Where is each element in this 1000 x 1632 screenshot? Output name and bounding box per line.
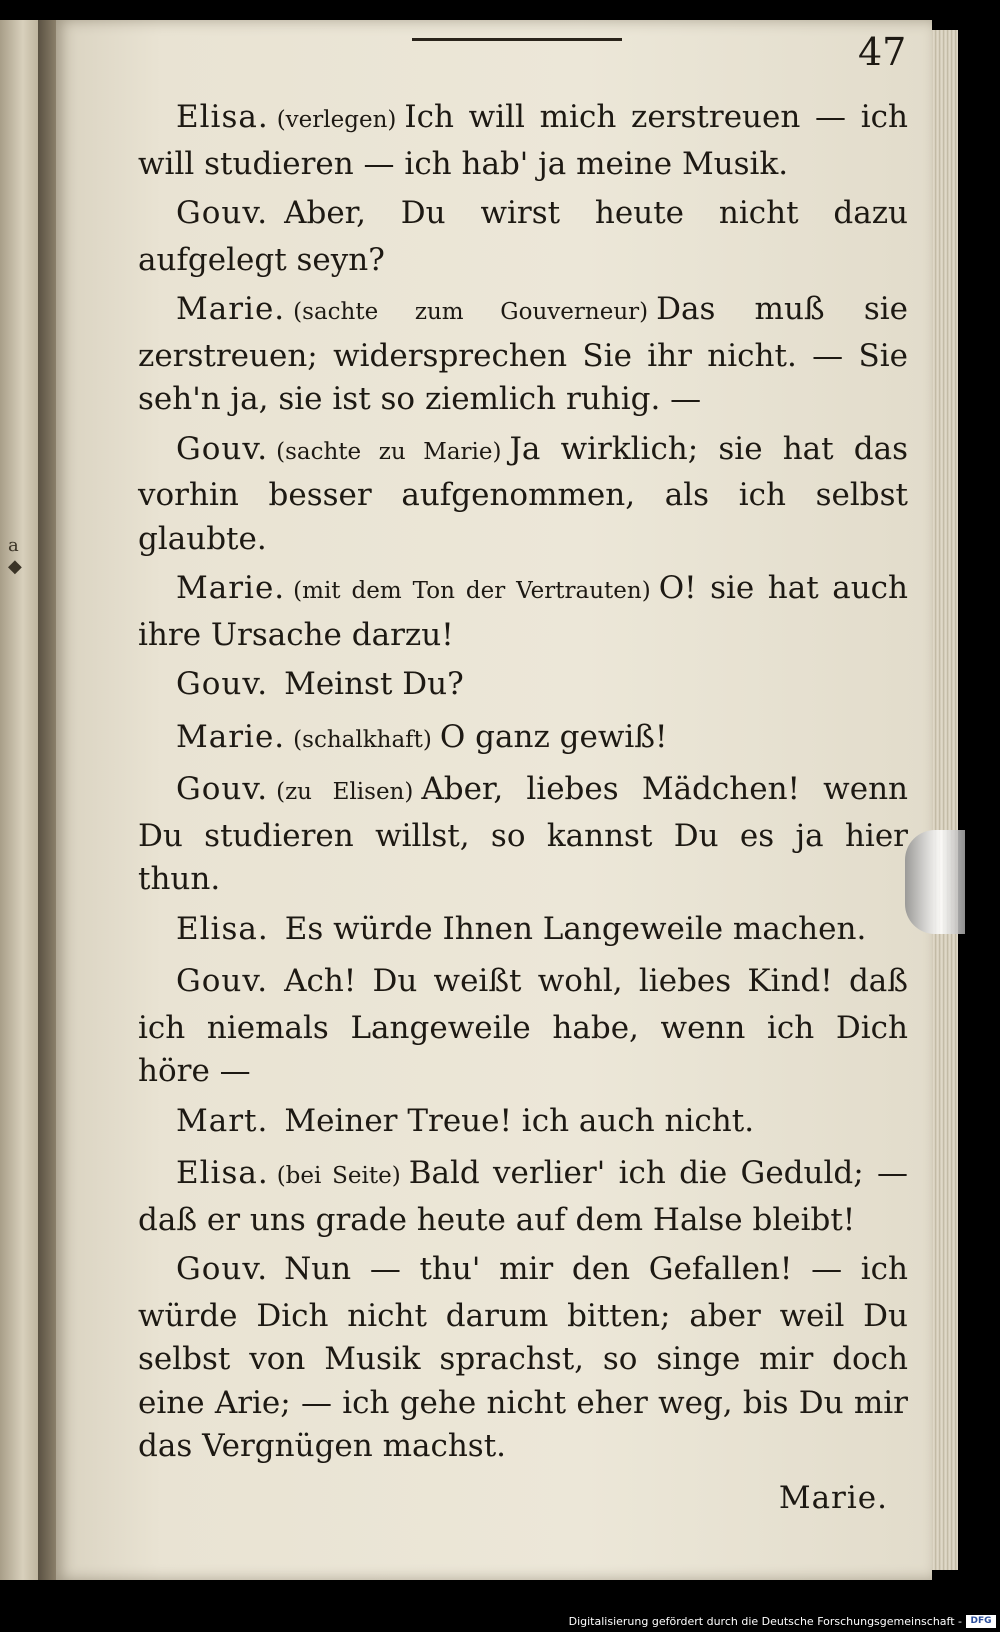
speaker: Gouv. xyxy=(176,771,269,807)
footer-credit: Digitalisierung gefördert durch die Deutsche Forschungsgemeinschaft - xyxy=(568,1615,962,1628)
speech-text: Ach! Du weißt wohl, liebes Kind! daß ich niemals Langeweile habe, wenn ich Dich höre — xyxy=(138,963,908,1089)
stage-direction: (verlegen) xyxy=(276,107,397,133)
speech-9 xyxy=(138,908,908,955)
speaker: Marie. xyxy=(176,291,286,327)
speech-text: Ja wirklich; sie hat das vorhin besser aufgenommen, als ich selbst glaubte. xyxy=(138,430,908,557)
speech-5 xyxy=(138,567,908,657)
margin-marks: a ◆ xyxy=(8,535,22,577)
header-rule xyxy=(412,38,622,41)
stage-direction: (zu Elisen) xyxy=(276,779,414,805)
speaker: Marie. xyxy=(176,718,286,755)
speech-text: O ganz gewiß! xyxy=(439,718,668,755)
facing-page-edge xyxy=(0,20,38,1580)
speaker: Gouv. xyxy=(176,963,269,999)
speech-12 xyxy=(138,1152,908,1242)
speech-text: Es würde Ihnen Langeweile machen. xyxy=(284,910,867,947)
stage-direction: (sachte zu Marie) xyxy=(276,438,502,465)
speech-text: Nun — thu' mir den Gefallen! — ich würde Dich nicht darum bitten; aber weil Du selbst von Musik sprachst, so singe mir doch eine Arie; — ich gehe nicht eher weg, bis Du mir das Vergnügen machst. xyxy=(138,1251,908,1464)
page-tab-marker xyxy=(905,830,965,934)
book-gutter xyxy=(38,20,56,1580)
stage-direction: (mit dem Ton der Vertrauten) xyxy=(293,578,651,604)
speech-text: Meiner Treue! ich auch nicht. xyxy=(284,1102,755,1139)
speech-text: Ich will mich zerstreuen — ich will studieren — ich hab' ja meine Musik. xyxy=(138,99,908,182)
speaker: Elisa. xyxy=(176,1155,269,1191)
speaker: Gouv. xyxy=(176,1251,269,1287)
dfg-logo: DFG xyxy=(966,1615,996,1628)
speech-text: Aber, Du wirst heute nicht dazu aufgelegt seyn? xyxy=(138,195,908,278)
dialogue-text xyxy=(138,96,908,1475)
stage-direction: (bei Seite) xyxy=(276,1163,401,1189)
speech-text: Bald verlier' ich die Geduld; — daß er uns grade heute auf dem Halse bleibt! xyxy=(138,1155,908,1238)
stage-direction: (sachte zum Gouverneur) xyxy=(293,299,649,325)
speech-text: O! sie hat auch ihre Ursache darzu! xyxy=(138,570,908,653)
speech-text: Das muß sie zerstreuen; widersprechen Sie ihr nicht. — Sie seh'n ja, sie ist so ziemlich ruhig. — xyxy=(138,291,908,417)
catchword: Marie. xyxy=(778,1480,888,1516)
speaker: Elisa. xyxy=(176,99,269,135)
footer-bar xyxy=(0,1610,1000,1632)
speech-2 xyxy=(138,192,908,282)
page-edges xyxy=(932,30,958,1570)
speech-8 xyxy=(138,768,908,902)
speech-6 xyxy=(138,663,908,710)
speech-11 xyxy=(138,1100,908,1147)
stage-direction: (schalkhaft) xyxy=(293,726,432,753)
speech-10 xyxy=(138,960,908,1094)
speech-3 xyxy=(138,288,908,422)
speaker: Elisa. xyxy=(176,910,269,947)
speech-7 xyxy=(138,716,908,763)
page-number: 47 xyxy=(858,30,907,74)
speech-4 xyxy=(138,428,908,562)
speaker: Marie. xyxy=(176,570,286,606)
speech-13 xyxy=(138,1248,908,1469)
speech-1 xyxy=(138,96,908,186)
speaker: Gouv. xyxy=(176,666,269,702)
speech-text: Aber, liebes Mädchen! wenn Du studieren willst, so kannst Du es ja hier thun. xyxy=(138,771,908,897)
speaker: Mart. xyxy=(176,1102,269,1139)
speaker: Gouv. xyxy=(176,195,269,231)
speaker: Gouv. xyxy=(176,430,269,467)
speech-text: Meinst Du? xyxy=(284,666,464,702)
